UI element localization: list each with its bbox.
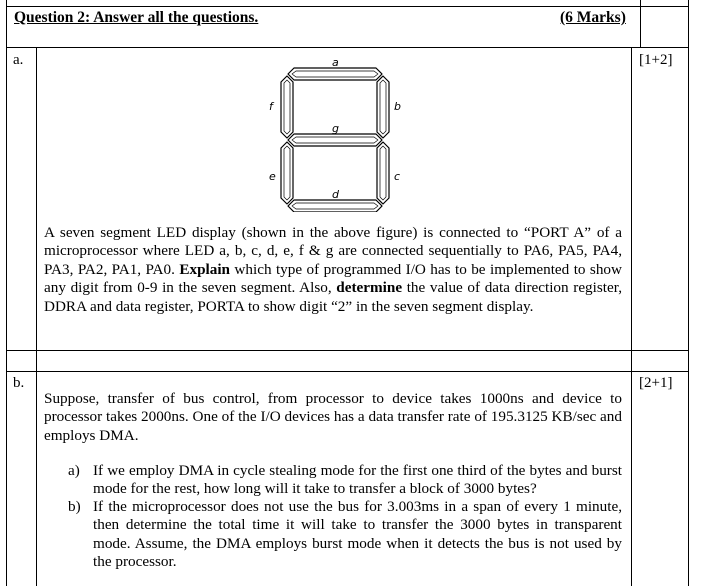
part-a-label: a. <box>13 52 24 68</box>
segment-d <box>288 200 382 212</box>
segment-label-f: f <box>269 100 273 113</box>
segment-label-e: e <box>269 170 276 183</box>
header-cell-divider <box>640 0 641 47</box>
segment-label-a: a <box>332 56 339 69</box>
part-a-question-text <box>44 224 622 316</box>
table-border-right <box>688 0 689 586</box>
subquestion-a-text: If we employ DMA in cycle stealing mode for the first one third of the bytes and burst mode for the rest, how long will it take to transfer a block of 3000 bytes? <box>93 462 622 498</box>
part-b-intro-text: Suppose, transfer of bus control, from processor to device takes 1000ns and device to processor takes 2000ns. One of the I/O devices has a data transfer rate of 195.3125 KB/sec and employs DMA. <box>44 390 622 444</box>
segment-a <box>288 68 382 80</box>
part-a-text-2: which type of programmed I/O has to be implemented to show any digit from 0-9 in the seven segment. Also, <box>44 260 622 297</box>
segment-e <box>281 142 293 204</box>
part-a-text-3: the value of data direction register, DDRA and data register, PORTA to show digit “2” in the seven segment display. <box>44 279 622 315</box>
subquestion-b-marker: b) <box>68 498 81 515</box>
part-a-text-1: A seven segment LED display (shown in the above figure) is connected to “PORT A” of a microprocessor where LED a, b, c, d, e, f & g are connected sequentially to PA6, PA5, PA4, PA3, PA2, PA1, PA0. <box>44 224 622 278</box>
segment-label-c: c <box>394 170 401 183</box>
table-col-divider-label <box>36 47 37 586</box>
segment-f <box>281 76 293 138</box>
table-row-line-header-bottom <box>6 47 689 48</box>
part-a-bold-determine: determine <box>336 279 403 297</box>
table-col-divider-marks <box>631 47 632 586</box>
question-title: Question 2: Answer all the questions. <box>14 9 259 26</box>
segment-label-b: b <box>394 100 401 113</box>
table-row-line-header-top <box>6 6 689 7</box>
part-a-bold-explain: Explain <box>179 260 230 278</box>
part-b-label: b. <box>13 375 25 391</box>
subquestion-a-marker: a) <box>68 462 80 479</box>
table-row-line-b-top <box>6 371 689 372</box>
table-row-line-a-bottom <box>6 350 689 351</box>
question-total-marks: (6 Marks) <box>560 9 626 26</box>
segment-b <box>377 76 389 138</box>
subquestion-b-text: If the microprocessor does not use the bus for 3.003ms in a span of every 1 minute, then determine the total time it will take to transfer the 3000 bytes in transparent mode. Assume, the DMA employs burst mode when it detects the bus is not used by the processor. <box>93 498 622 571</box>
part-b-marks: [2+1] <box>639 375 673 391</box>
part-b-subquestion-a <box>68 462 622 499</box>
seven-segment-figure <box>260 52 430 212</box>
table-border-left <box>6 0 7 586</box>
segment-label-d: d <box>332 188 339 201</box>
segment-label-g: g <box>332 122 339 135</box>
part-b-subquestion-b <box>68 498 622 572</box>
segment-c <box>377 142 389 204</box>
part-a-marks: [1+2] <box>639 52 673 68</box>
segment-g <box>288 134 382 146</box>
